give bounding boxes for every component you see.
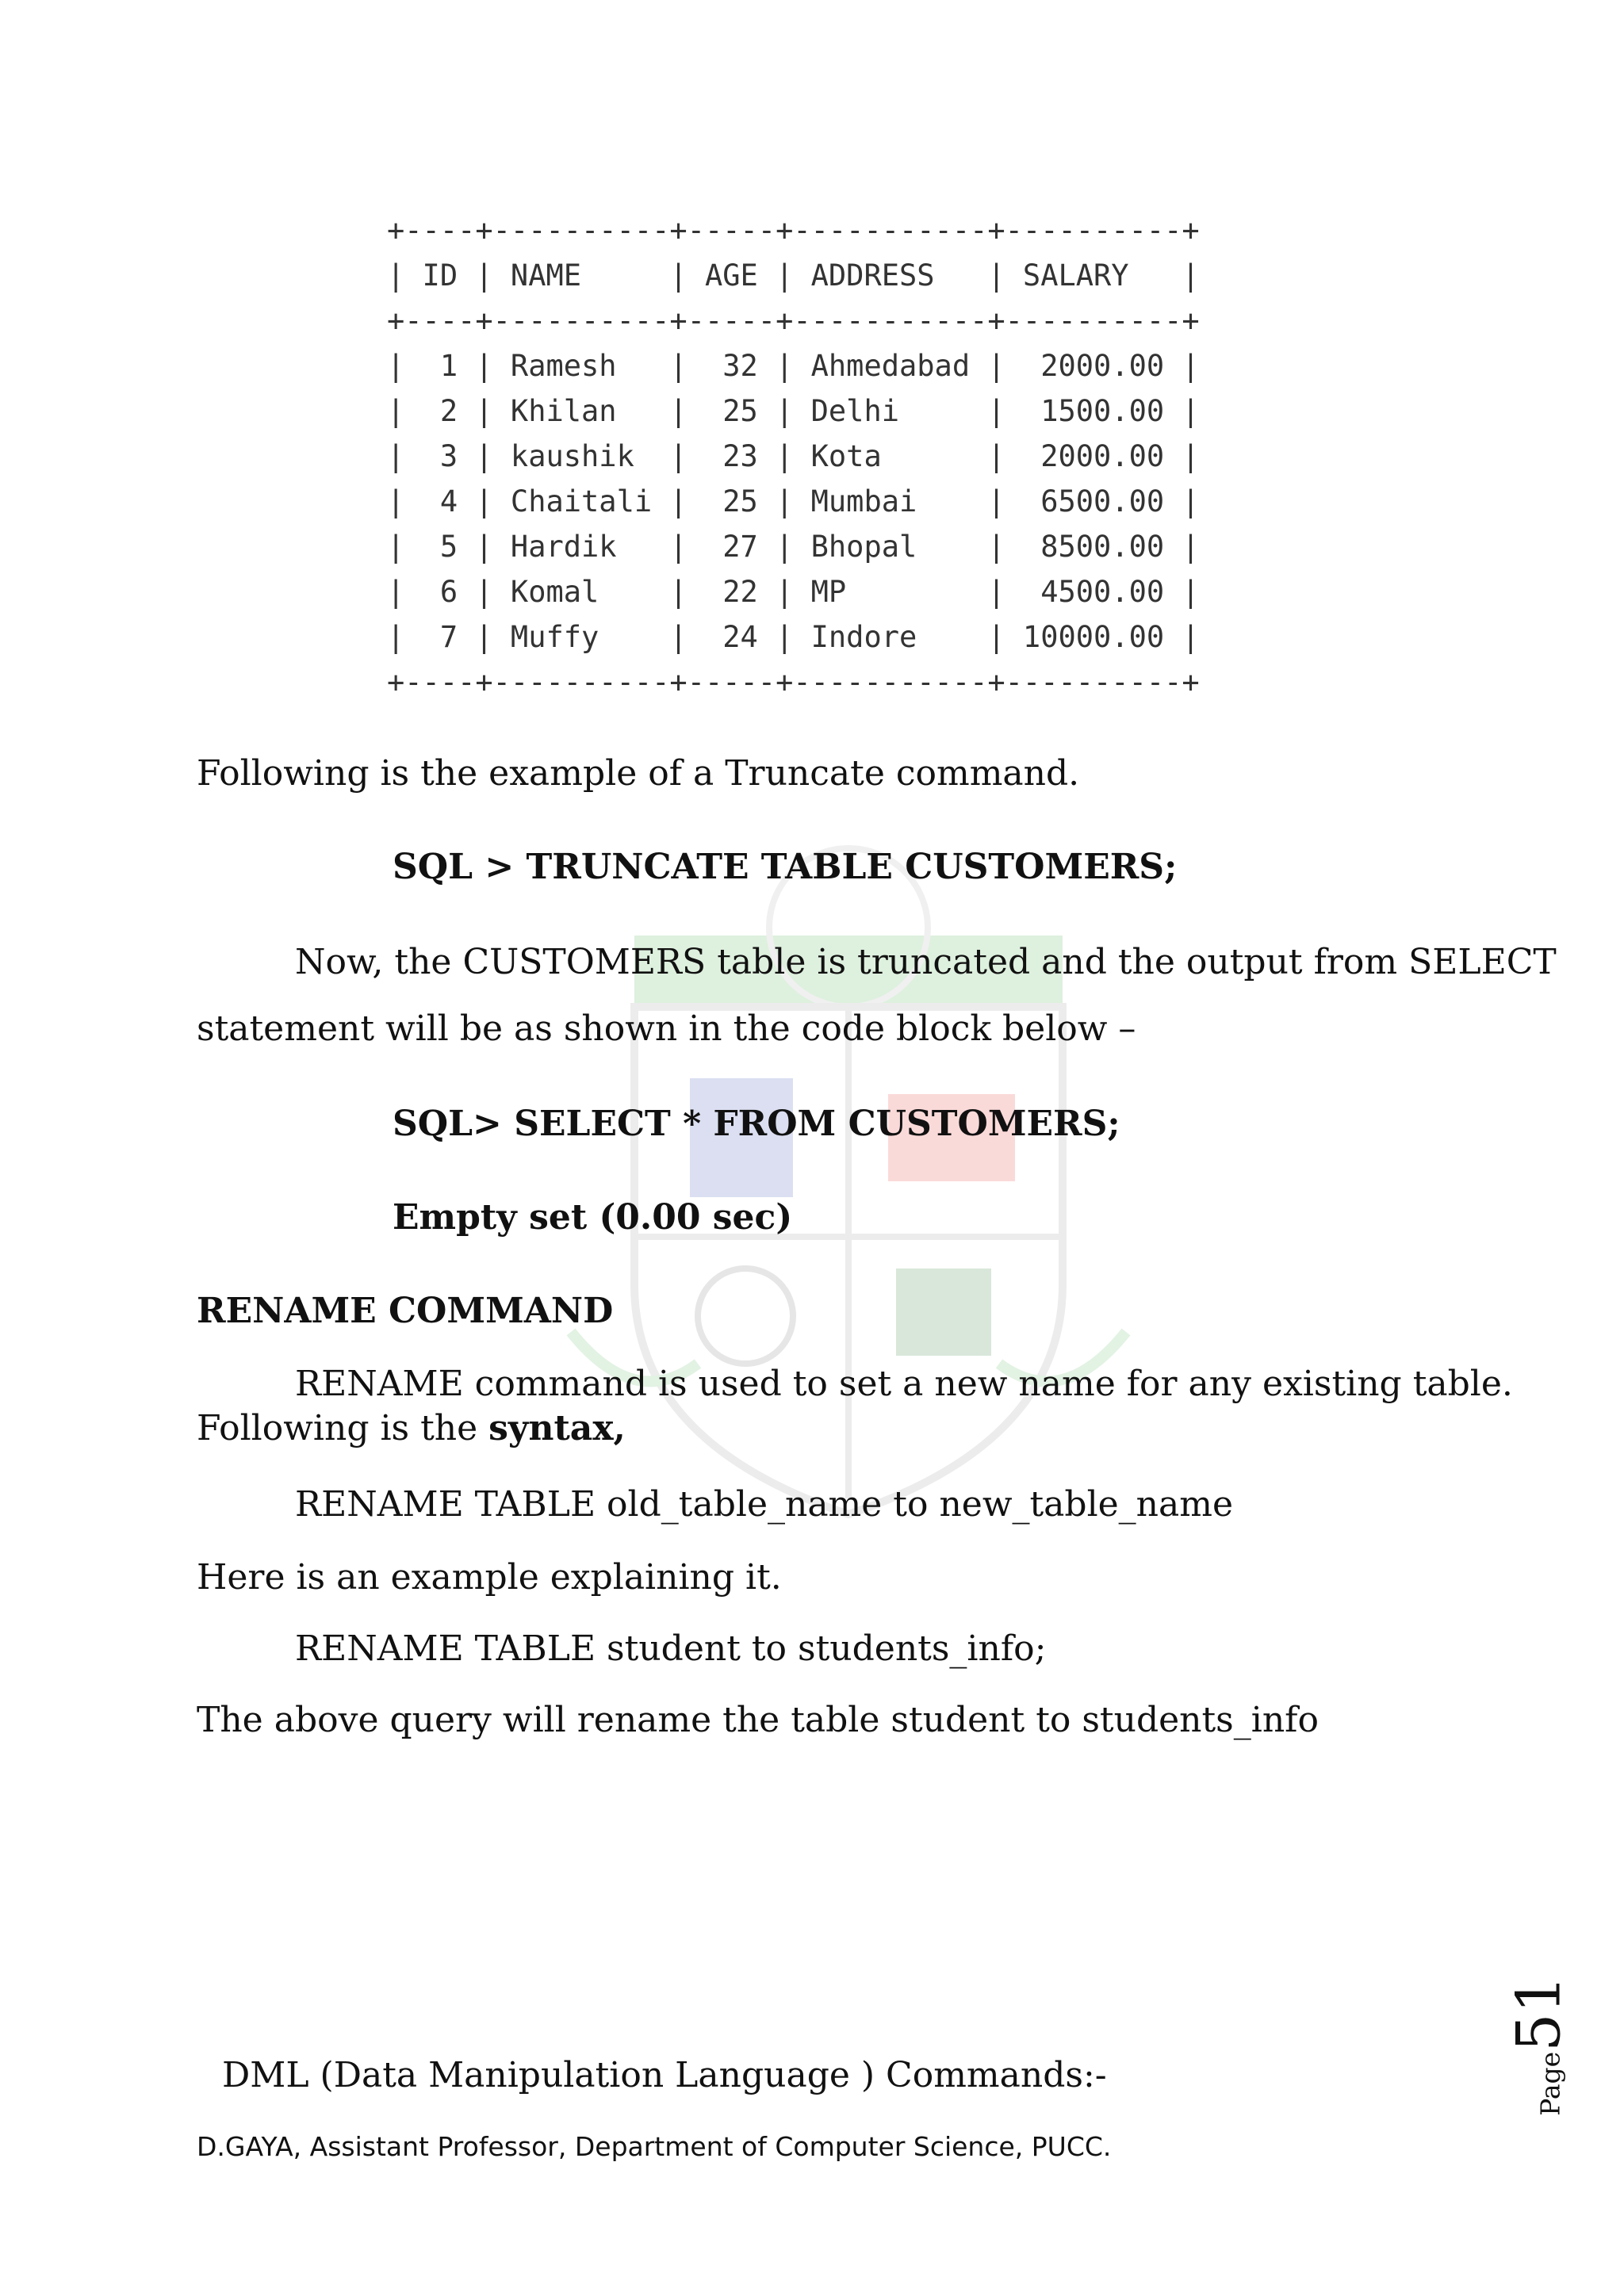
rename-syntax-line: RENAME TABLE old_table_name to new_table_name [295, 1484, 1234, 1525]
page-number: 51 [1503, 1975, 1574, 2052]
rename-command-heading: RENAME COMMAND [197, 1291, 614, 1331]
footer-author-line: D.GAYA, Assistant Professor, Department of Computer Science, PUCC. [197, 2131, 1112, 2162]
example-intro-text: Here is an example explaining it. [197, 1557, 782, 1598]
table-header-row: | ID | NAME | AGE | ADDRESS | SALARY | [387, 258, 1200, 293]
table-row: | 3 | kaushik | 23 | Kota | 2000.00 | [387, 439, 1200, 473]
empty-set-result: Empty set (0.00 sec) [393, 1197, 793, 1238]
table-row: | 1 | Ramesh | 32 | Ahmedabad | 2000.00 | [387, 349, 1200, 383]
table-row: | 4 | Chaitali | 25 | Mumbai | 6500.00 | [387, 484, 1200, 519]
truncate-intro-text: Following is the example of a Truncate command. [197, 753, 1080, 794]
truncate-note-line2: statement will be as shown in the code block below – [197, 1008, 1136, 1049]
table-border-top: +----+----------+-----+-----------+----------+ [387, 213, 1200, 247]
table-row: | 6 | Komal | 22 | MP | 4500.00 | [387, 575, 1200, 609]
syntax-intro-text: Following is the [197, 1408, 489, 1448]
truncate-sql-statement: SQL > TRUNCATE TABLE CUSTOMERS; [393, 847, 1178, 887]
customers-table-output [387, 208, 1200, 705]
syntax-bold-label: syntax, [488, 1408, 626, 1448]
table-border-bottom: +----+----------+-----+-----------+----------+ [387, 665, 1200, 699]
page-label: Page [1534, 2051, 1566, 2116]
table-row: | 2 | Khilan | 25 | Delhi | 1500.00 | [387, 394, 1200, 428]
page-number-block [1503, 1975, 1574, 2116]
syntax-intro [197, 1408, 626, 1448]
rename-example-line: RENAME TABLE student to students_info; [295, 1628, 1047, 1669]
select-sql-statement: SQL> SELECT * FROM CUSTOMERS; [393, 1104, 1120, 1144]
rename-result-text: The above query will rename the table student to students_info [197, 1700, 1319, 1740]
rename-description: RENAME command is used to set a new name for any existing table. [295, 1364, 1513, 1404]
footer-chapter-title: DML (Data Manipulation Language ) Commands:- [222, 2055, 1107, 2095]
table-row: | 7 | Muffy | 24 | Indore | 10000.00 | [387, 620, 1200, 654]
table-border-mid: +----+----------+-----+-----------+----------+ [387, 304, 1200, 338]
truncate-note-line1: Now, the CUSTOMERS table is truncated and the output from SELECT [295, 942, 1557, 982]
table-row: | 5 | Hardik | 27 | Bhopal | 8500.00 | [387, 530, 1200, 564]
